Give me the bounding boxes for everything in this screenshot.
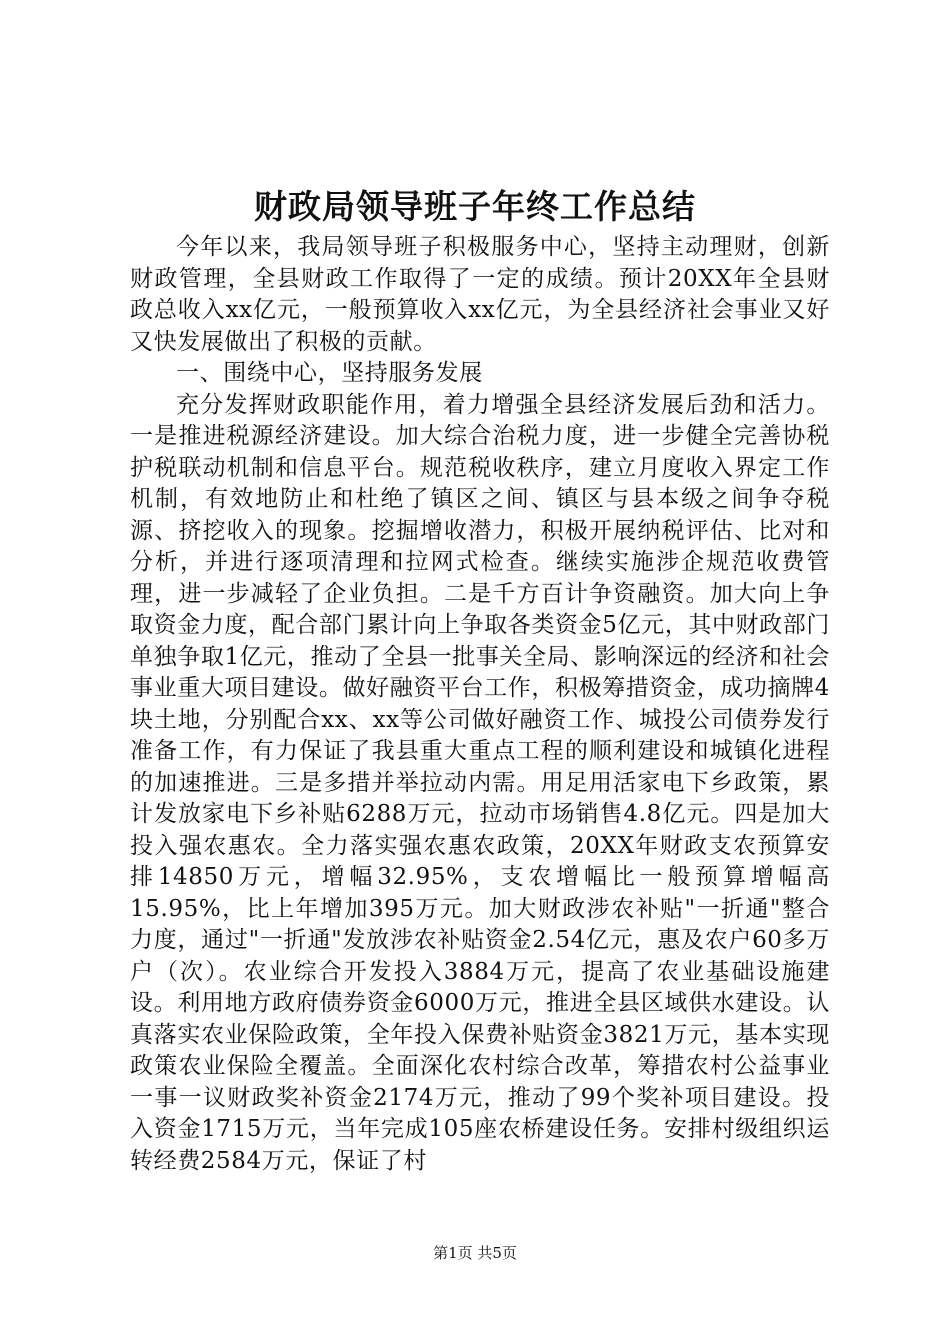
body-paragraph: 充分发挥财政职能作用，着力增强全县经济发展后劲和活力。一是推进税源经济建设。加大综合治税力度，进一步健全完善协税护税联动机制和信息平台。规范税收秩序，建立月度收入界定工作机制，有效地防止和杜绝了镇区之间、镇区与县本级之间争夺税源、挤挖收入的现象。挖掘增收潜力，积极开展纳税评估、比对和分析，并进行逐项清理和拉网式检查。继续实施涉企规范收费管理，进一步减轻了企业负担。二是千方百计争资融资。加大向上争取资金力度，配合部门累计向上争取各类资金5亿元，其中财政部门单独争取1亿元，推动了全县一批事关全局、影响深远的经济和社会事业重大项目建设。做好融资平台工作，积极筹措资金，成功摘牌4块土地，分别配合xx、xx等公司做好融资工作、城投公司债券发行准备工作，有力保证了我县重大重点工程的顺利建设和城镇化进程的加速推进。三是多措并举拉动内需。用足用活家电下乡政策，累计发放家电下乡补贴6288万元，拉动市场销售4.8亿元。四是加大投入强农惠农。全力落实强农惠农政策，20XX年财政支农预算安排14850万元，增幅32.95%，支农增幅比一般预算增幅高15.95%，比上年增加395万元。加大财政涉农补贴"一折通"整合力度，通过"一折通"发放涉农补贴资金2.54亿元，惠及农户60多万户（次）。农业综合开发投入3884万元，提高了农业基础设施建设。利用地方政府债券资金6000万元，推进全县区域供水建设。认真落实农业保险政策，全年投入保费补贴资金3821万元，基本实现政策农业保险全覆盖。全面深化农村综合改革，筹措农村公益事业一事一议财政奖补资金2174万元，推动了99个奖补项目建设。投入资金1715万元，当年完成105座农桥建设任务。安排村级组织运转经费2584万元，保证了村 (130, 391, 830, 1174)
section-heading: 一、围绕中心，坚持服务发展 (176, 360, 483, 386)
intro-paragraph: 今年以来，我局领导班子积极服务中心，坚持主动理财，创新财政管理，全县财政工作取得了一定的成绩。预计20XX年全县财政总收入xx亿元，一般预算收入xx亿元，为全县经济社会事业又好又快发展做出了积极的贡献。 (130, 234, 830, 355)
page-footer: 第1页 共5页 (433, 1244, 517, 1262)
document-title: 财政局领导班子年终工作总结 (254, 187, 696, 226)
document-body (130, 232, 830, 1177)
